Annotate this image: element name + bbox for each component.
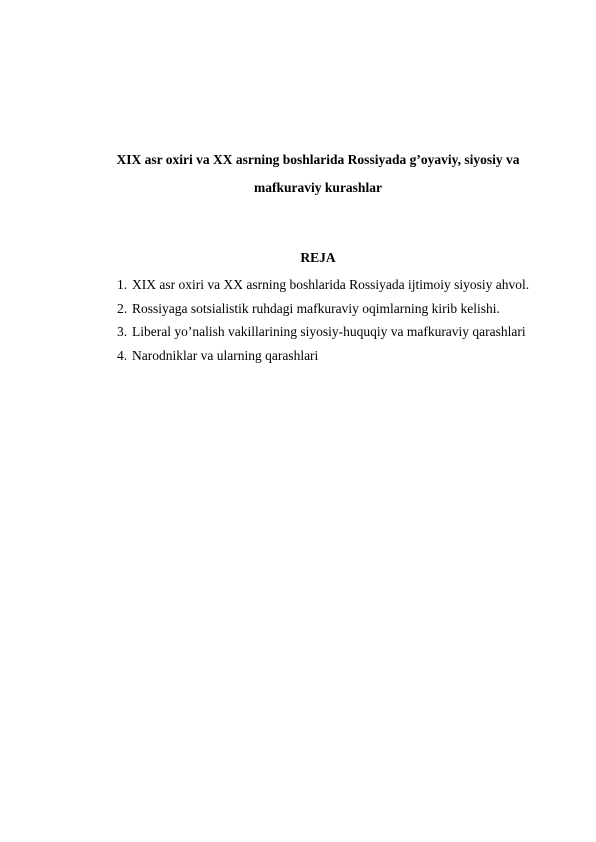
- plan-item-text: Liberal yo’nalish vakillarining siyosiy-huquqiy va mafkuraviy qarashlari: [132, 324, 526, 339]
- plan-item: [117, 320, 529, 344]
- plan-item: [117, 297, 529, 321]
- document-title-line-1: XIX asr oxiri va XX asrning boshlarida Rossiyada g’oyaviy, siyosiy va: [116, 152, 520, 167]
- plan-item-text: Narodniklar va ularning qarashlari: [132, 347, 319, 363]
- plan-list: [117, 273, 529, 367]
- plan-item-number: 2.: [117, 300, 128, 316]
- plan-item-number: 3.: [117, 324, 128, 339]
- plan-item-text: Rossiyaga sotsialistik ruhdagi mafkuraviy oqimlarning kirib kelishi.: [132, 300, 500, 316]
- plan-heading: REJA: [300, 250, 336, 265]
- plan-item-number: 1.: [117, 277, 128, 292]
- document-title-line-2: mafkuraviy kurashlar: [254, 180, 382, 195]
- plan-item-text: XIX asr oxiri va XX asrning boshlarida Rossiyada ijtimoiy siyosiy ahvol.: [132, 277, 530, 292]
- plan-item-number: 4.: [117, 347, 128, 363]
- plan-item: [117, 344, 529, 368]
- plan-item: [117, 273, 529, 297]
